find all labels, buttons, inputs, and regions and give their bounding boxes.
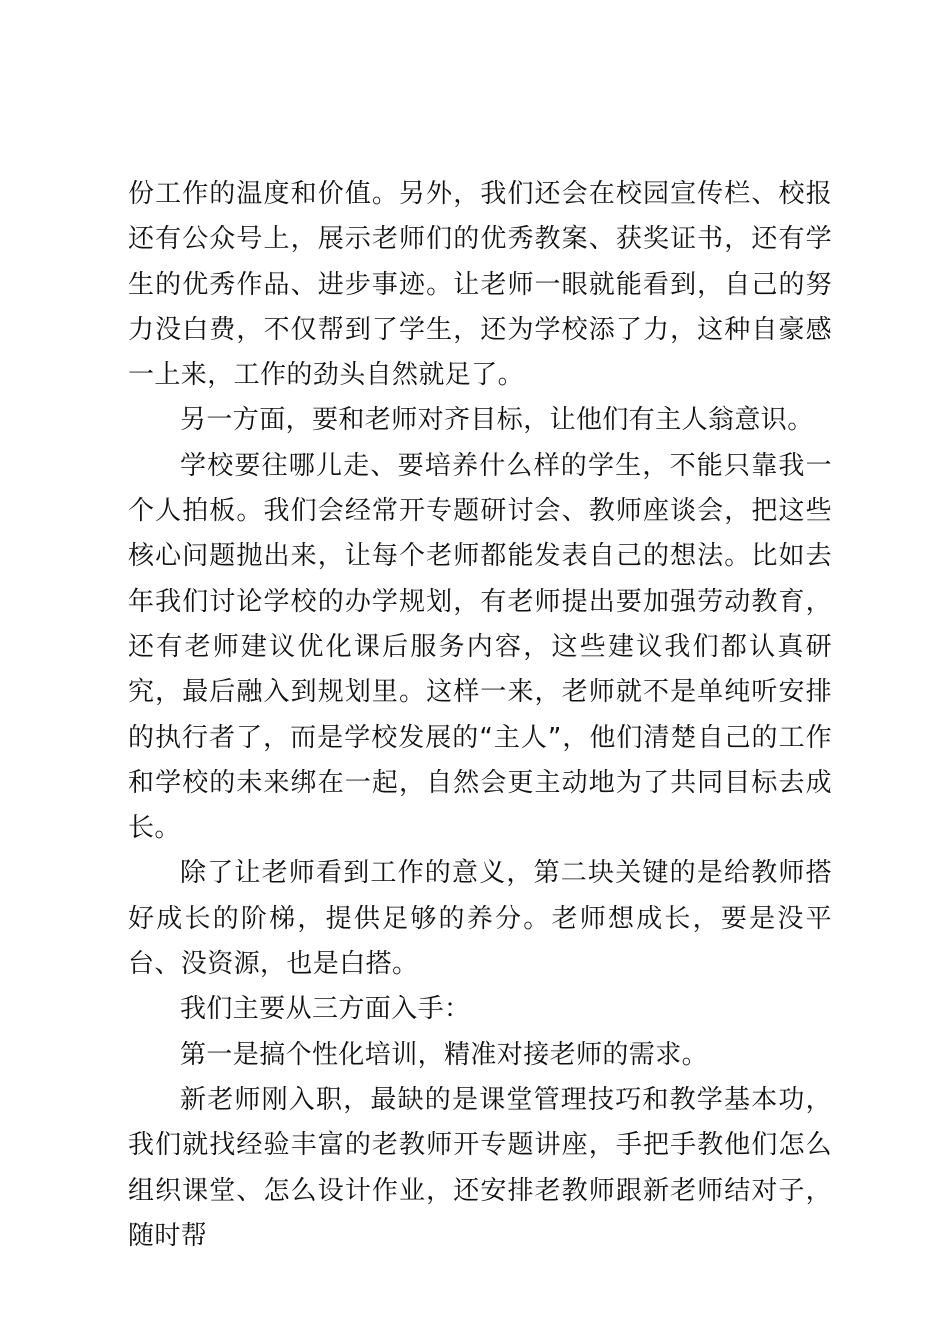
paragraph-continuation: 份工作的温度和价值。另外，我们还会在校园宣传栏、校报还有公众号上，展示老师们的优秀教案、获奖证书，还有学生的优秀作品、进步事迹。让老师一眼就能看到，自己的努力没白费，不仅帮到了学生，还为学校添了力，这种自豪感一上来，工作的劲头自然就足了。 [128,179,832,391]
paragraph-school-direction: 学校要往哪儿走、要培养什么样的学生，不能只靠我一个人拍板。我们会经常开专题研讨会、教师座谈会，把这些核心问题抛出来，让每个老师都能发表自己的想法。比如去年我们讨论学校的办学规划，有老师提出要加强劳动教育，还有老师建议优化课后服务内容，这些建议我们都认真研究，最后融入到规划里。这样一来，老师就不是单纯听安排的执行者了，而是学校发展的“主人”，他们清楚自己的工作和学校的未来绑在一起，自然会更主动地为了共同目标去成长。 [128,450,832,844]
paragraph-first-point: 第一是搞个性化培训，精准对接老师的需求。 [180,1039,709,1070]
paragraph-growth-ladder: 除了让老师看到工作的意义，第二块关键的是给教师搭好成长的阶梯，提供足够的养分。老师想成长，要是没平台、没资源，也是白搭。 [128,858,832,980]
paragraph-aligning-goals: 另一方面，要和老师对齐目标，让他们有主人翁意识。 [180,405,814,436]
paragraph-three-aspects: 我们主要从三方面入手： [180,994,471,1025]
paragraph-new-teachers: 新老师刚入职，最缺的是课堂管理技巧和教学基本功，我们就找经验丰富的老教师开专题讲座，手把手教他们怎么组织课堂、怎么设计作业，还安排老教师跟新老师结对子，随时帮 [128,1084,832,1251]
document-body [128,172,832,1259]
